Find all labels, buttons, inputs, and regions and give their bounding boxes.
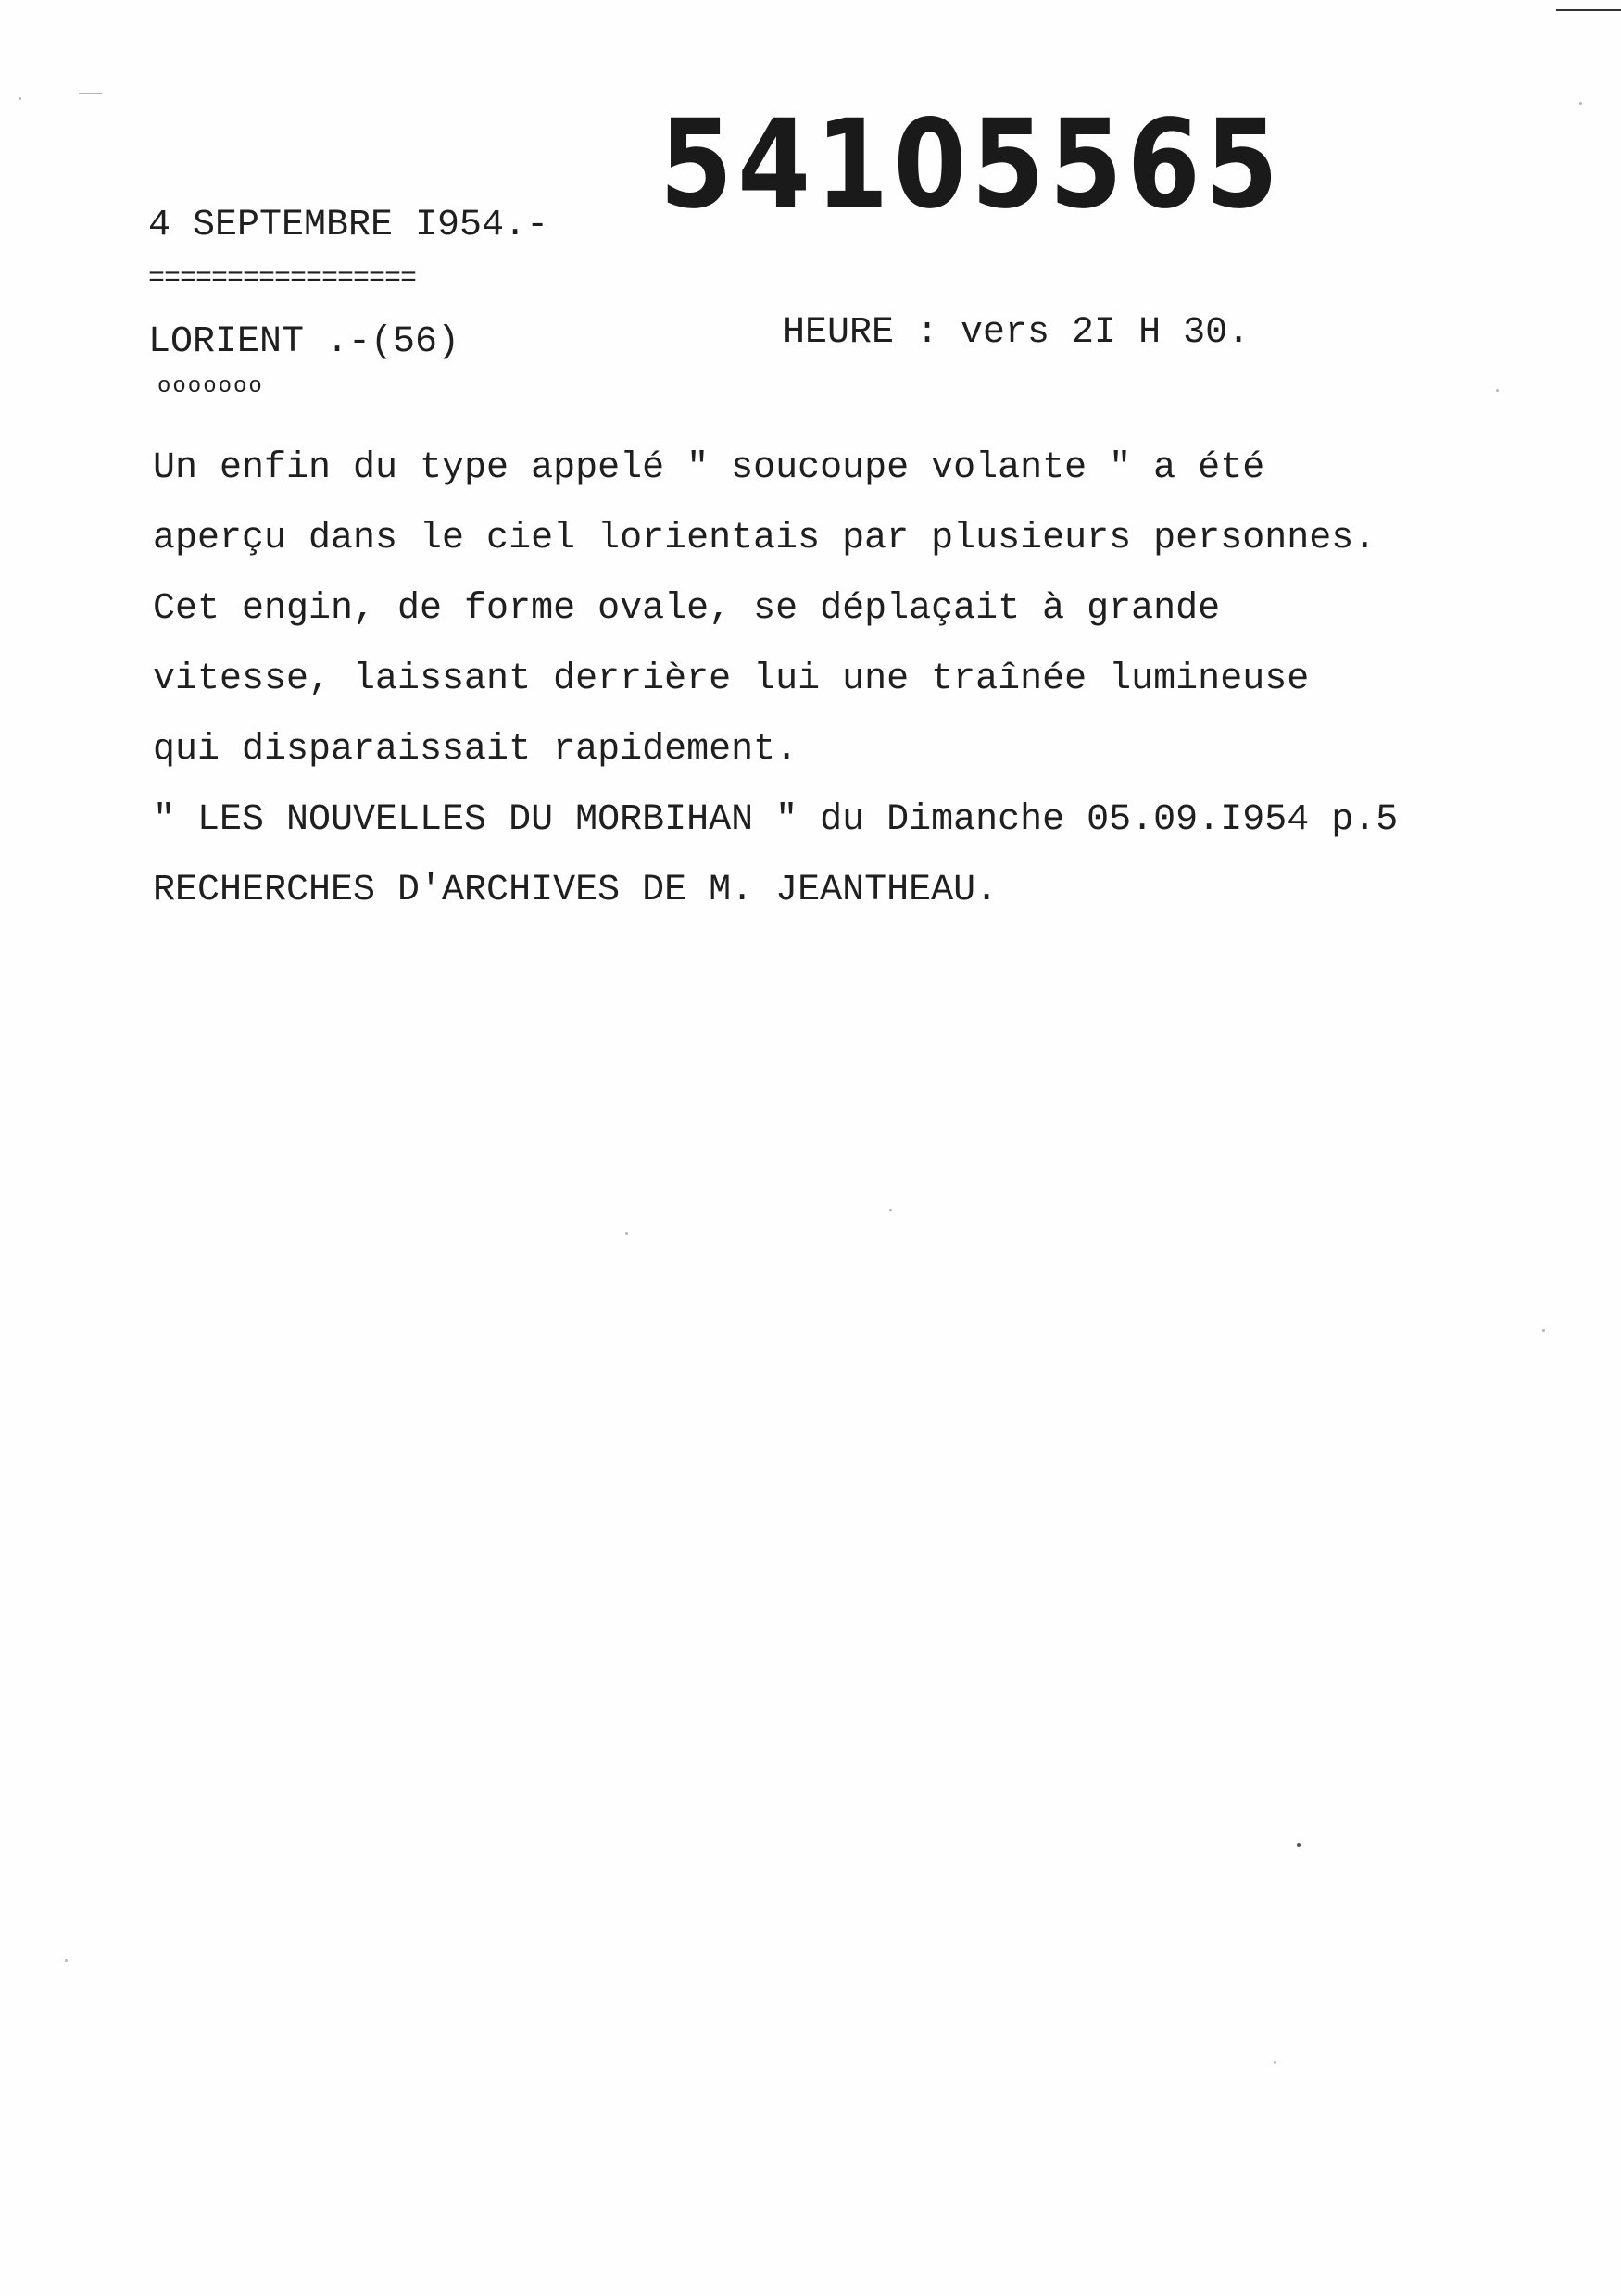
body-line: Cet engin, de forme ovale, se déplaçait à grande bbox=[153, 588, 1221, 630]
scan-speck bbox=[1274, 2061, 1276, 2064]
scan-speck bbox=[79, 93, 102, 94]
report-location: LORIENT .-(56) bbox=[148, 321, 460, 363]
report-time: HEURE : vers 2I H 30. bbox=[783, 312, 1250, 354]
scan-speck bbox=[1496, 389, 1499, 392]
scan-edge-mark bbox=[1556, 9, 1621, 11]
reference-number: 54105565 bbox=[660, 94, 1284, 236]
scan-speck bbox=[19, 97, 21, 100]
body-line: Un enfin du type appelé " soucoupe volante " a été bbox=[153, 447, 1265, 489]
date-underline: ================= bbox=[148, 263, 417, 295]
body-line: vitesse, laissant derrière lui une traînée lumineuse bbox=[153, 659, 1310, 700]
location-underline: ooooooo bbox=[157, 374, 264, 399]
scan-speck bbox=[889, 1209, 892, 1211]
scan-speck bbox=[65, 1959, 68, 1962]
report-date: 4 SEPTEMBRE I954.- bbox=[148, 205, 549, 246]
body-line: aperçu dans le ciel lorientais par plusieurs personnes. bbox=[153, 518, 1376, 559]
archive-credit: RECHERCHES D'ARCHIVES DE M. JEANTHEAU. bbox=[153, 870, 999, 911]
source-citation: " LES NOUVELLES DU MORBIHAN " du Dimanche 05.09.I954 p.5 bbox=[153, 799, 1399, 841]
body-line: qui disparaissait rapidement. bbox=[153, 729, 798, 771]
scan-speck bbox=[1579, 102, 1582, 105]
scan-speck bbox=[1542, 1329, 1545, 1332]
report-body bbox=[153, 433, 1561, 926]
scan-speck bbox=[1297, 1843, 1301, 1847]
scan-speck bbox=[625, 1232, 628, 1235]
